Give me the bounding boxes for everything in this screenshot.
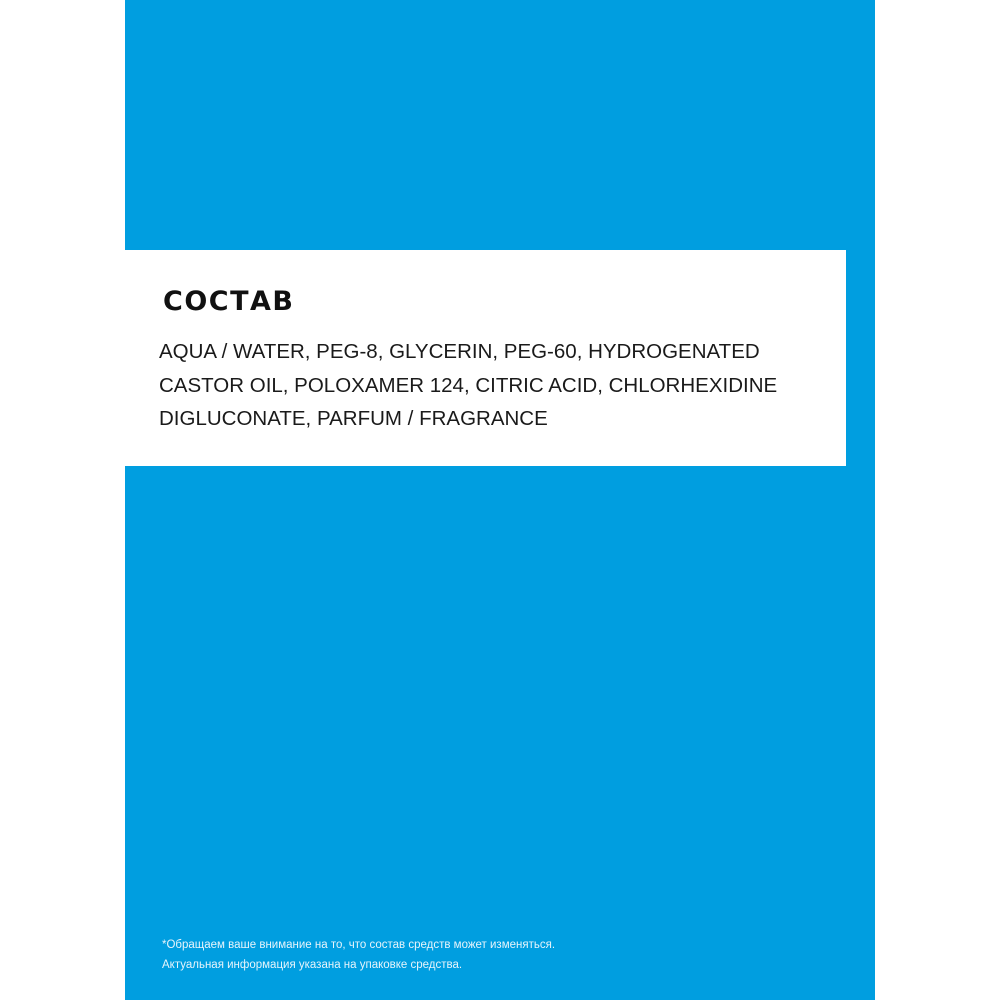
- ingredients-list: AQUA / WATER, PEG-8, GLYCERIN, PEG-60, HYDROGENATED CASTOR OIL, POLOXAMER 124, CITRIC ACID, CHLORHEXIDINE DIGLUCONATE, PARFUM / FRAGRANCE: [159, 340, 778, 430]
- composition-card: [125, 250, 846, 466]
- blue-background-panel: [125, 0, 875, 1000]
- disclaimer-line-2: Актуальная информация указана на упаковке средства.: [162, 959, 463, 971]
- composition-title: СОСТАВ: [163, 286, 295, 317]
- disclaimer-line-1: *Обращаем ваше внимание на то, что состав средств может изменяться.: [162, 939, 556, 951]
- disclaimer-footnote: [162, 935, 862, 975]
